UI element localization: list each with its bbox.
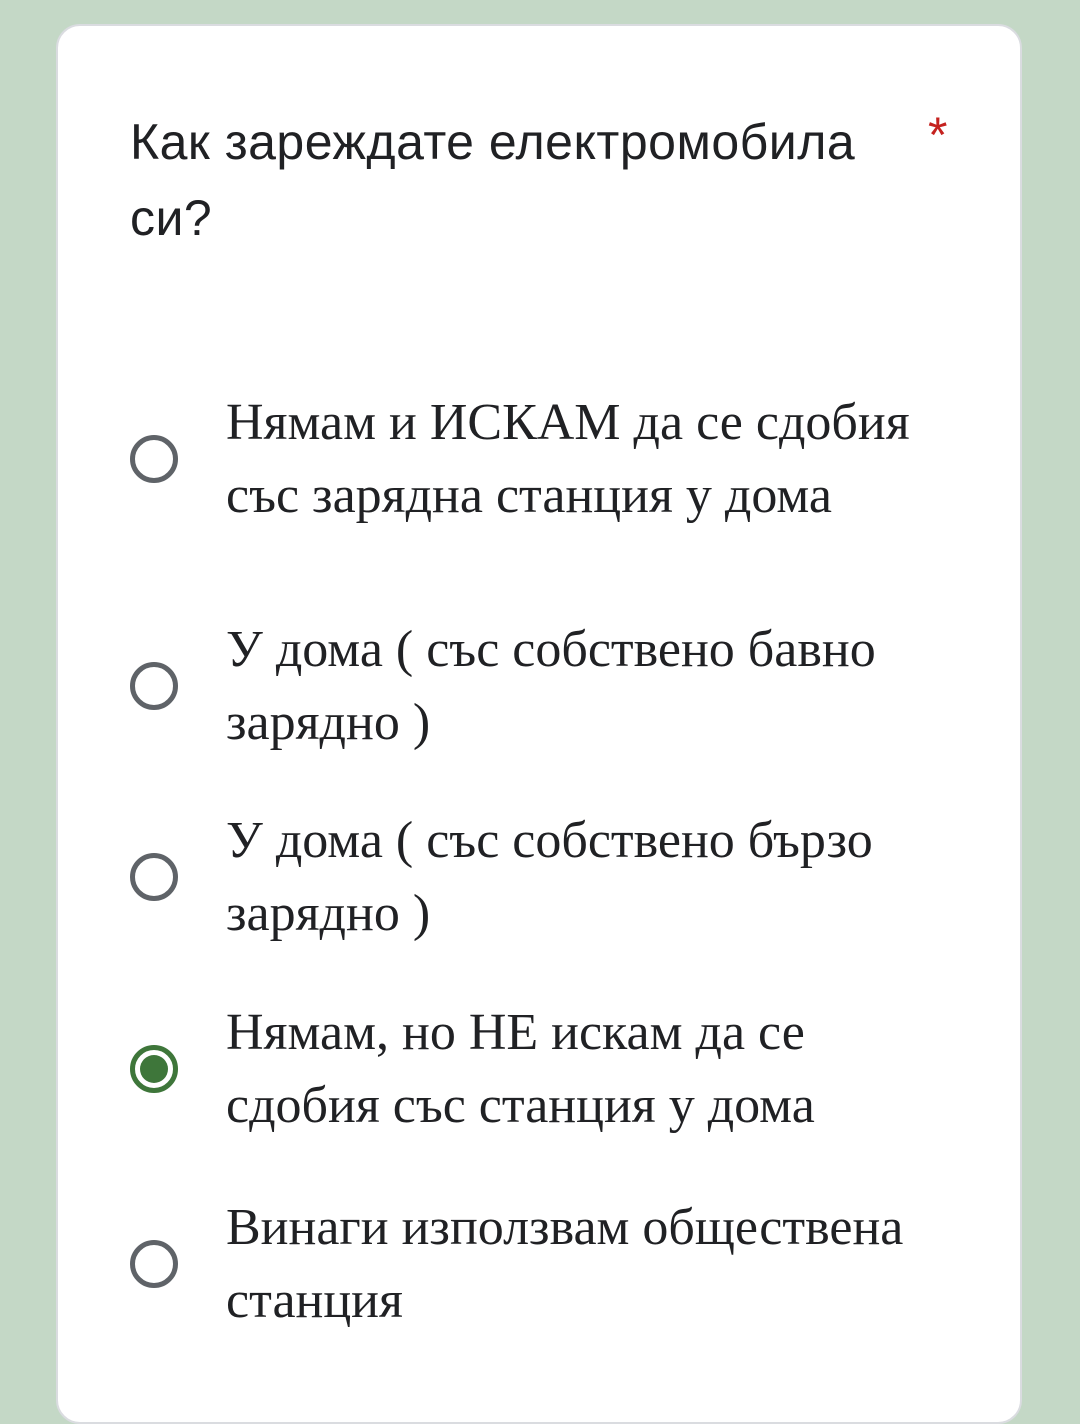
radio-option[interactable] [130, 326, 980, 592]
radio-dot [140, 1055, 168, 1083]
radio-option-label[interactable]: Нямам и ИСКАМ да се сдобия със зарядна станция у дома [226, 394, 910, 524]
radio-unselected-icon[interactable] [130, 662, 178, 710]
radio-option[interactable] [130, 1164, 980, 1364]
radio-option-label[interactable]: У дома ( със собствено бавно зарядно ) [226, 621, 876, 751]
radio-option[interactable] [130, 592, 980, 780]
radio-option[interactable] [130, 780, 980, 974]
question-card [56, 24, 1022, 1424]
radio-option-selected[interactable] [130, 974, 980, 1164]
question-title: Как зареждате електромобила си? [130, 114, 856, 246]
radio-group [130, 326, 980, 1364]
radio-selected-icon[interactable] [130, 1045, 178, 1093]
radio-unselected-icon[interactable] [130, 1240, 178, 1288]
radio-unselected-icon[interactable] [130, 435, 178, 483]
radio-option-label[interactable]: Винаги използвам обществена станция [226, 1199, 904, 1329]
radio-unselected-icon[interactable] [130, 853, 178, 901]
required-asterisk: * [928, 107, 948, 163]
radio-option-label[interactable]: Нямам, но НЕ искам да се сдобия със станция у дома [226, 1004, 815, 1134]
radio-option-label[interactable]: У дома ( със собствено бързо зарядно ) [226, 812, 873, 942]
